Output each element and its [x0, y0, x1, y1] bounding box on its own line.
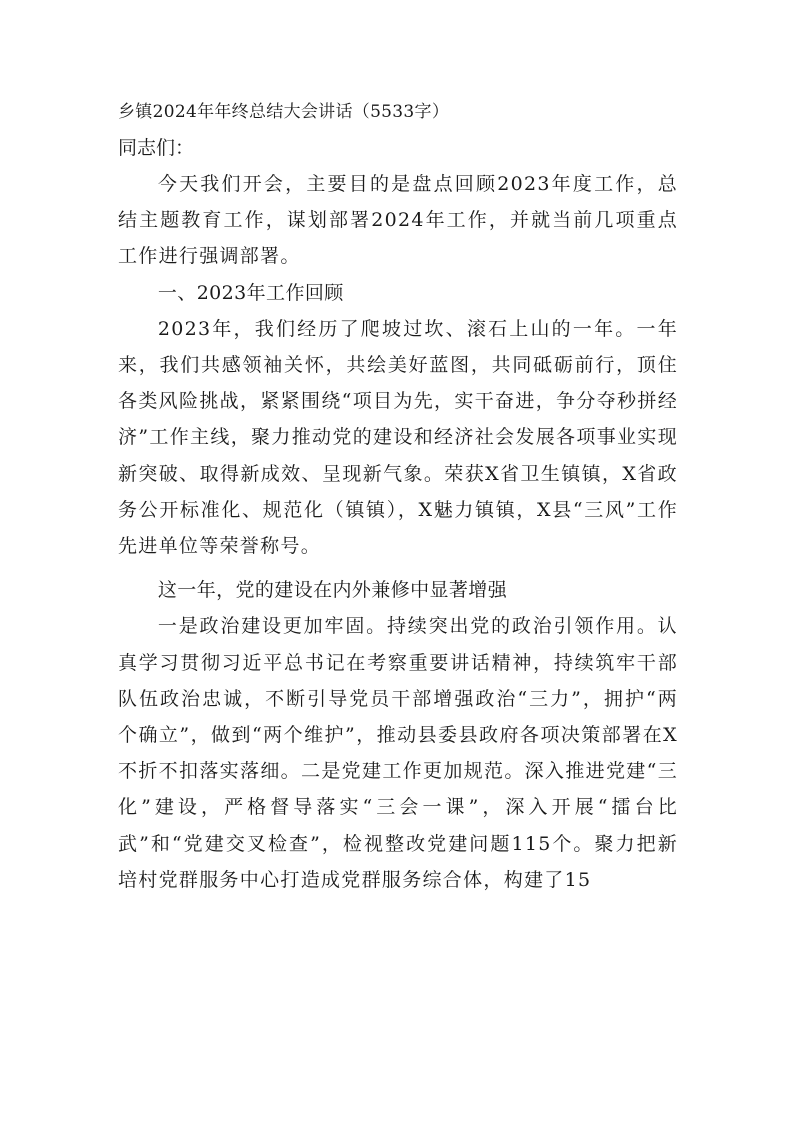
- intro-paragraph: 今天我们开会，主要目的是盘点回顾2023年度工作，总结主题教育工作，谋划部署2024年工作，并就当前几项重点工作进行强调部署。: [118, 173, 678, 268]
- party-building-paragraph: 一是政治建设更加牢固。持续突出党的政治引领作用。认真学习贯彻习近平总书记在考察重要讲话精神，持续筑牢干部队伍政治忠诚，不断引导党员干部增强政治“三力”，拥护“两个确立”，做到“两个维护”，推动县委县政府各项决策部署在X不折不扣落实落细。二是党建工作更加规范。深入推进党建“三化”建设，严格督导落实“三会一课”，深入开展“擂台比武”和“党建交叉检查”，检视整改党建问题115个。聚力把新培村党群服务中心打造成党群服务综合体，构建了15: [118, 615, 678, 891]
- section-heading: 一、2023年工作回顾: [157, 281, 344, 304]
- document-title: 乡镇2024年年终总结大会讲话（5533字）: [118, 102, 450, 122]
- review-paragraph: 2023年，我们经历了爬坡过坎、滚石上山的一年。一年来，我们共感领袖关怀，共绘美好蓝图，共同砥砺前行，顶住各类风险挑战，紧紧围绕“项目为先，实干奋进，争分夺秒拼经济”工作主线，聚力推动党的建设和经济社会发展各项事业实现新突破、取得新成效、呈现新气象。荣获X省卫生镇镇，X省政务公开标准化、规范化（镇镇），X魅力镇镇，X县“三风”工作先进单位等荣誉称号。: [118, 317, 678, 558]
- salutation: 同志们：: [118, 137, 195, 159]
- document-body: [118, 94, 678, 898]
- subsection-heading: 这一年，党的建设在内外兼修中显著增强: [157, 579, 508, 602]
